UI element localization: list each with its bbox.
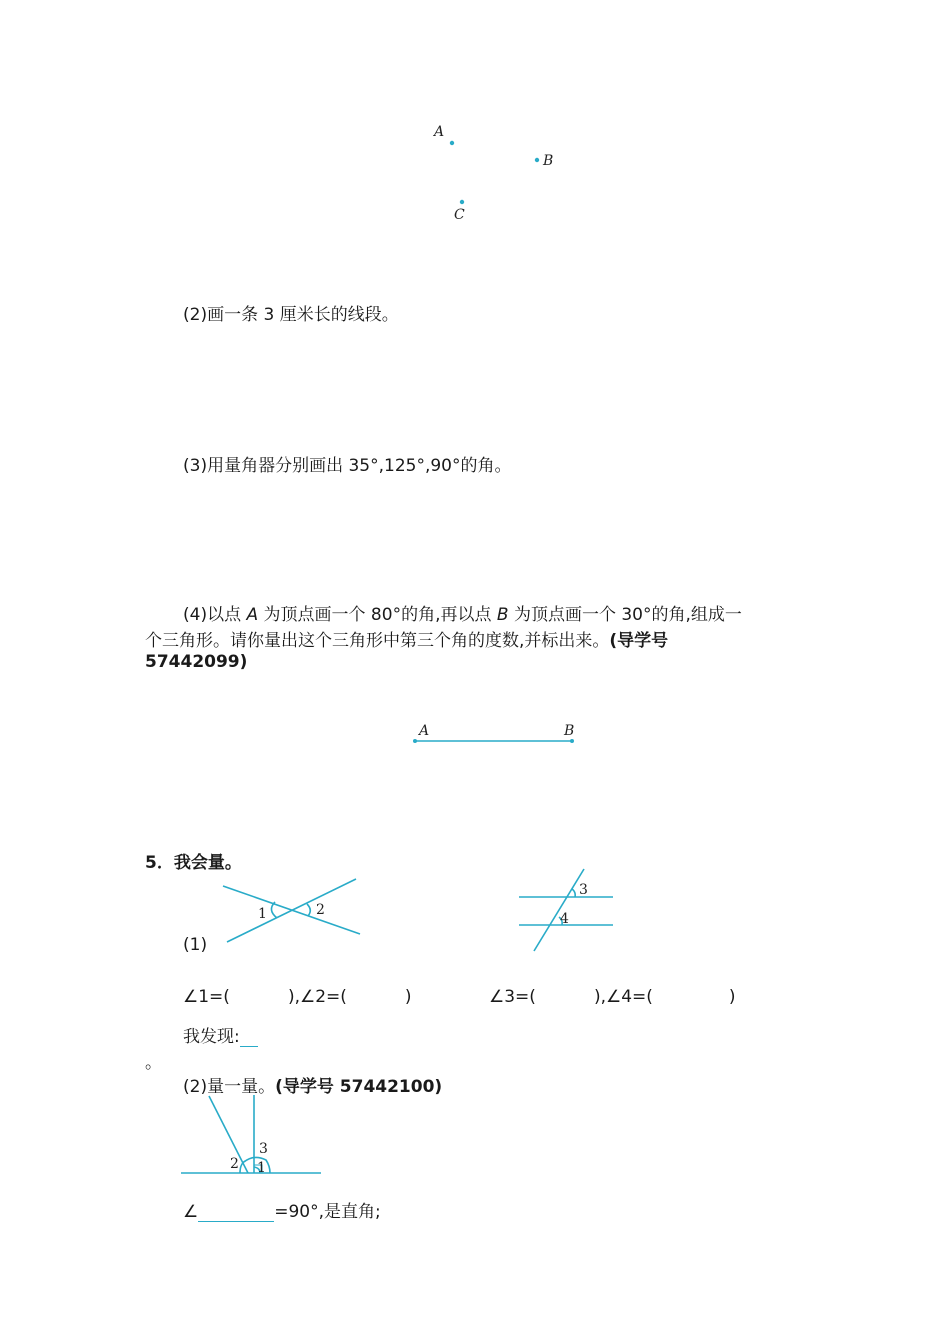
part-2-ref: (导学号 57442100) (275, 1077, 443, 1097)
parallel-lines-figure (515, 865, 620, 955)
point-b (535, 158, 539, 162)
point-c (460, 200, 464, 204)
segment-end-a (413, 739, 417, 743)
slanted-ray (209, 1096, 248, 1173)
angle-3-label: 3 (579, 882, 588, 898)
q4-point-a: A (246, 605, 259, 625)
angle-3-text: ∠3=( (489, 987, 536, 1007)
point-a (450, 141, 454, 145)
angle-4-label: 4 (560, 911, 569, 927)
angle-4-close: ) (728, 987, 736, 1007)
angle-2-arc (307, 904, 310, 916)
right-angle-statement (183, 1197, 381, 1222)
question-3: (3)用量角器分别画出 35°,125°,90°的角。 (183, 456, 512, 476)
right-angle-text: =90°,是直角; (274, 1202, 381, 1222)
q4-mid2: 为顶点画一个 30°的角,组成一 (508, 605, 742, 625)
q4-pre: (4)以点 (183, 605, 247, 625)
q4-point-b: B (496, 605, 509, 625)
angle-2-label: 2 (316, 902, 325, 918)
transversal-line (534, 869, 584, 951)
point-b-label: B (543, 153, 554, 169)
points-figure (420, 115, 570, 225)
discover-blank[interactable] (240, 1026, 258, 1047)
angle-1-label-fig3: 1 (257, 1160, 266, 1176)
point-a-label: A (434, 124, 445, 140)
line-2 (227, 879, 356, 942)
question-4-line-1 (183, 600, 742, 625)
intersecting-lines-figure (215, 872, 370, 952)
part-1-label: (1) (183, 935, 208, 955)
angle-4-text: ),∠4=( (593, 987, 653, 1007)
angle-3-label-fig3: 3 (259, 1141, 268, 1157)
question-4-ref-number: 57442099) (145, 652, 248, 672)
angles-on-line-figure (178, 1090, 328, 1180)
right-angle-blank[interactable] (198, 1199, 274, 1222)
question-2: (2)画一条 3 厘米长的线段。 (183, 305, 399, 325)
angle-2-text: ),∠2=( (287, 987, 347, 1007)
segment-end-b (570, 739, 574, 743)
q4-line2: 个三角形。请你量出这个三角形中第三个角的度数,并标出来。 (145, 631, 610, 651)
segment-a-label: A (419, 723, 430, 739)
angle-symbol: ∠ (183, 1202, 199, 1222)
angle-1-text: ∠1=( (183, 987, 230, 1007)
discover-label: 我发现: (183, 1027, 240, 1047)
angle-1-2-answers (183, 987, 412, 1007)
point-c-label: C (454, 207, 465, 223)
angle-2-close: ) (404, 987, 412, 1007)
discovery-line (183, 1022, 258, 1047)
angle-1-label: 1 (258, 906, 267, 922)
segment-b-label: B (564, 723, 575, 739)
angle-3-4-answers (489, 987, 736, 1007)
question-4-line-2 (145, 626, 668, 651)
q4-ref-1: (导学号 (609, 631, 669, 651)
angle-2-label-fig3: 2 (230, 1156, 239, 1172)
part-2-text: (2)量一量。 (183, 1077, 276, 1097)
angle-3-arc (572, 889, 575, 897)
discovery-period: 。 (145, 1053, 162, 1073)
q4-mid1: 为顶点画一个 80°的角,再以点 (258, 605, 497, 625)
question-5-title: 5．我会量。 (145, 853, 242, 873)
segment-ab-figure (405, 715, 590, 755)
